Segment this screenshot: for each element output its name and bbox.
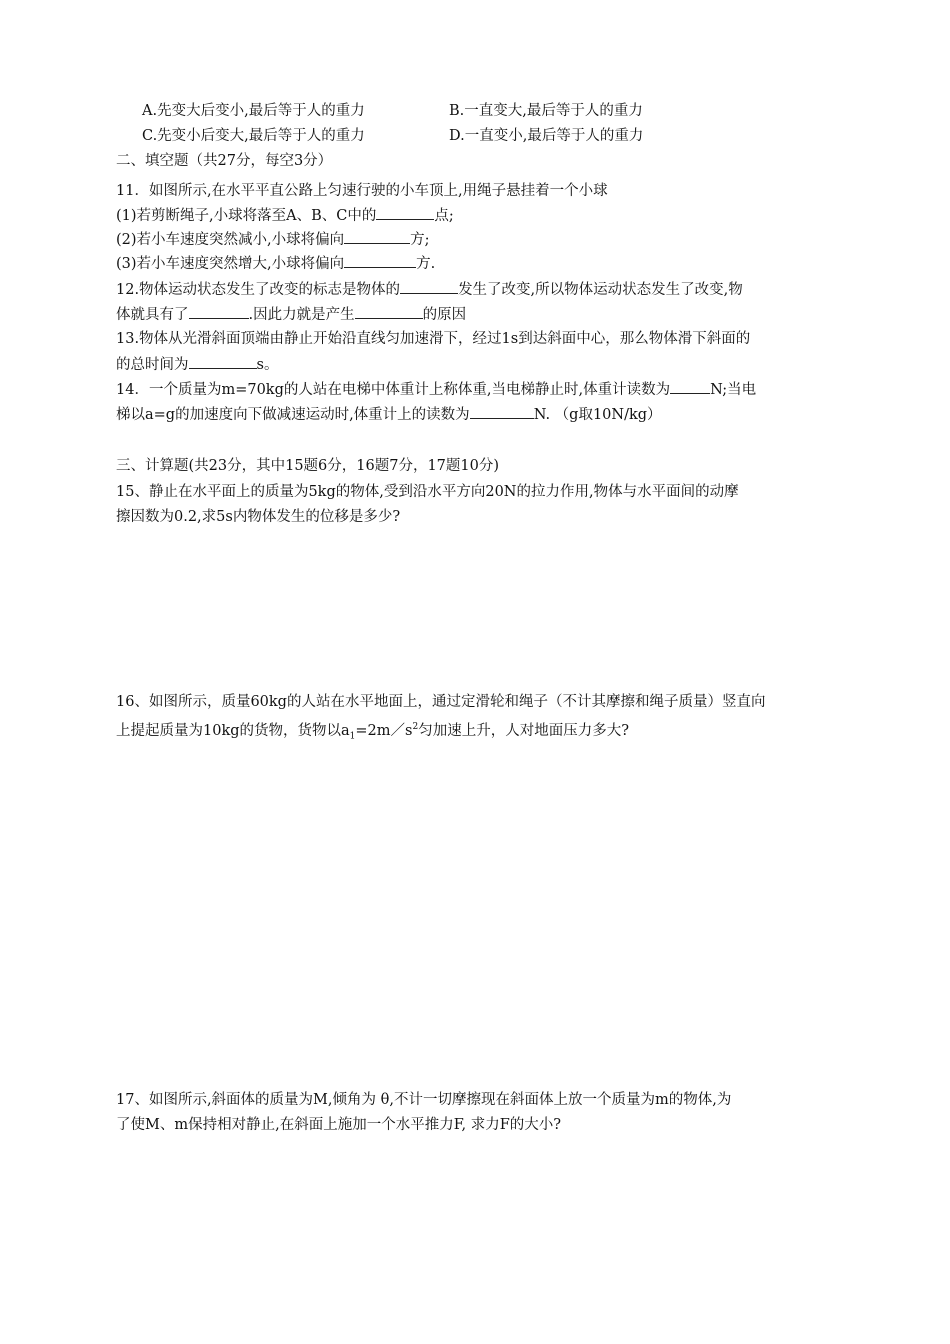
q13-line1: 13.物体从光滑斜面顶端由静止开始沿直线匀加速滑下，经过1s到达斜面中心，那么物体滑下斜面的 — [116, 331, 751, 347]
option-a: A.先变大后变小,最后等于人的重力 — [142, 103, 365, 119]
section3-heading: 三、计算题(共23分，其中15题6分，16题7分，17题10分) — [116, 458, 500, 474]
q12-text-2: 发生了改变,所以物体运动状态发生了改变,物 — [458, 282, 743, 298]
q11-part2 — [116, 229, 430, 250]
option-c: C.先变小后变大,最后等于人的重力 — [142, 128, 365, 144]
q13-line2 — [116, 354, 278, 375]
q16-text-3: 匀加速上升，人对地面压力多大? — [418, 722, 629, 739]
answer-blank[interactable] — [344, 229, 410, 244]
q16-line2 — [116, 717, 629, 747]
q14-text-1: 14．一个质量为m=70kg的人站在电梯中体重计上称体重,当电梯静止时,体重计读数为 — [116, 382, 671, 398]
q16-text-2: =2m／s — [355, 722, 413, 739]
answer-blank[interactable] — [344, 253, 416, 268]
q12-text-1: 12.物体运动状态发生了改变的标志是物体的 — [116, 282, 401, 298]
q14-text-2: N;当电 — [710, 382, 757, 398]
answer-blank[interactable] — [376, 205, 434, 220]
q16-subscript: 1 — [349, 731, 356, 742]
q16-line1: 16、如图所示，质量60kg的人站在水平地面上，通过定滑轮和绳子（不计其摩擦和绳子质量）竖直向 — [116, 694, 766, 710]
q11-part2-tail: 方; — [410, 232, 430, 248]
q12-text-4: .因此力就是产生 — [248, 307, 355, 323]
q14-text-3: 梯以a=g的加速度向下做减速运动时,体重计上的读数为 — [116, 407, 470, 423]
q12-text-3: 体就具有了 — [116, 307, 189, 323]
option-d: D.一直变小,最后等于人的重力 — [449, 128, 644, 144]
answer-blank[interactable] — [470, 404, 534, 419]
q12-text-5: 的原因 — [422, 307, 467, 323]
answer-blank[interactable] — [400, 279, 458, 294]
answer-blank[interactable] — [189, 354, 257, 369]
q14-text-4: N. （g取10N/kg） — [533, 407, 662, 423]
q12-line1 — [116, 279, 743, 300]
q11-stem: 11．如图所示,在水平平直公路上匀速行驶的小车顶上,用绳子悬挂着一个小球 — [116, 183, 608, 199]
q17-line2: 了使M、m保持相对静止,在斜面上施加一个水平推力F, 求力F的大小? — [116, 1117, 562, 1133]
q14-line1 — [116, 379, 756, 400]
answer-blank[interactable] — [670, 379, 710, 394]
q17-line1: 17、如图所示,斜面体的质量为M,倾角为 θ,不计一切摩擦现在斜面体上放一个质量为m的物体,为 — [116, 1092, 732, 1108]
q11-part1-tail: 点; — [434, 208, 454, 224]
q16-superscript: 2 — [412, 722, 419, 732]
q15-line1: 15、静止在水平面上的质量为5kg的物体,受到沿水平方向20N的拉力作用,物体与水平面间的动摩 — [116, 484, 739, 500]
answer-blank[interactable] — [189, 304, 249, 319]
q12-line2 — [116, 304, 466, 325]
option-b: B.一直变大,最后等于人的重力 — [449, 103, 643, 119]
q11-part3 — [116, 253, 435, 274]
q11-part2-text: (2)若小车速度突然减小,小球将偏向 — [116, 232, 345, 248]
q14-line2 — [116, 404, 662, 425]
answer-blank[interactable] — [355, 304, 423, 319]
q11-part3-text: (3)若小车速度突然增大,小球将偏向 — [116, 256, 345, 272]
q13-text-1: 的总时间为 — [116, 357, 189, 373]
q11-part3-tail: 方. — [416, 256, 436, 272]
section2-heading: 二、填空题（共27分，每空3分） — [116, 153, 333, 169]
q11-part1 — [116, 205, 454, 226]
q16-text-1: 上提起质量为10kg的货物，货物以a — [116, 722, 350, 739]
q15-line2: 擦因数为0.2,求5s内物体发生的位移是多少? — [116, 509, 401, 525]
q13-text-2: s。 — [256, 357, 279, 373]
q11-part1-text: (1)若剪断绳子,小球将落至A、B、C中的 — [116, 208, 377, 224]
